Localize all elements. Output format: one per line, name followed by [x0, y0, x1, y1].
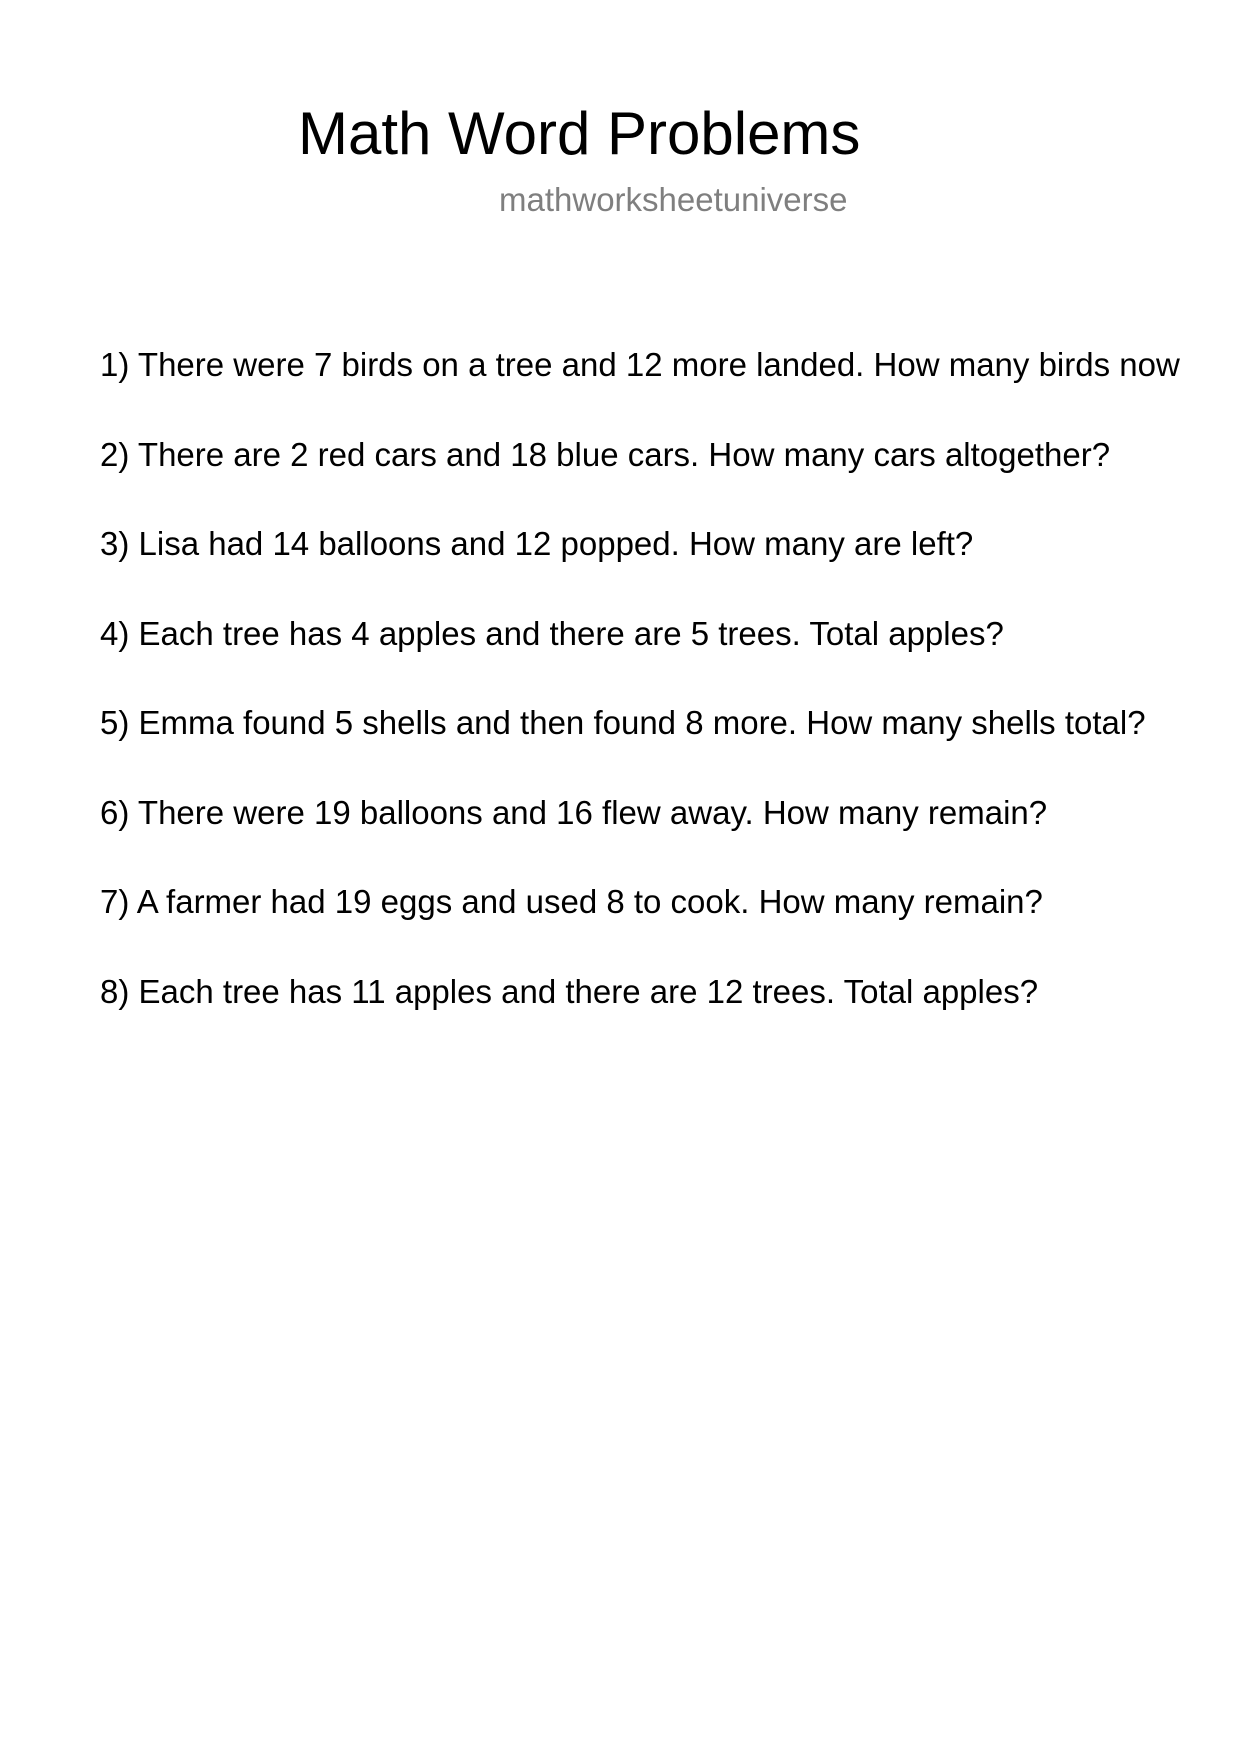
problem-item: 6) There were 19 balloons and 16 flew away. How many remain?	[100, 793, 1048, 831]
problem-list	[100, 345, 1240, 1061]
problem-item: 3) Lisa had 14 balloons and 12 popped. How many are left?	[100, 525, 974, 562]
problem-item: 4) Each tree has 4 apples and there are 5 trees. Total apples?	[100, 614, 1004, 652]
page-title: Math Word Problems	[298, 100, 861, 167]
problem-item: 7) A farmer had 19 eggs and used 8 to cook. How many remain?	[100, 883, 1043, 920]
page-subtitle: mathworksheetuniverse	[499, 181, 848, 218]
problem-item: 2) There are 2 red cars and 18 blue cars. How many cars altogether?	[100, 435, 1111, 473]
problem-item: 8) Each tree has 11 apples and there are 12 trees. Total apples?	[100, 972, 1039, 1010]
problem-item: 1) There were 7 birds on a tree and 12 more landed. How many birds now	[100, 346, 1180, 383]
problem-item: 5) Emma found 5 shells and then found 8 more. How many shells total?	[100, 704, 1146, 741]
